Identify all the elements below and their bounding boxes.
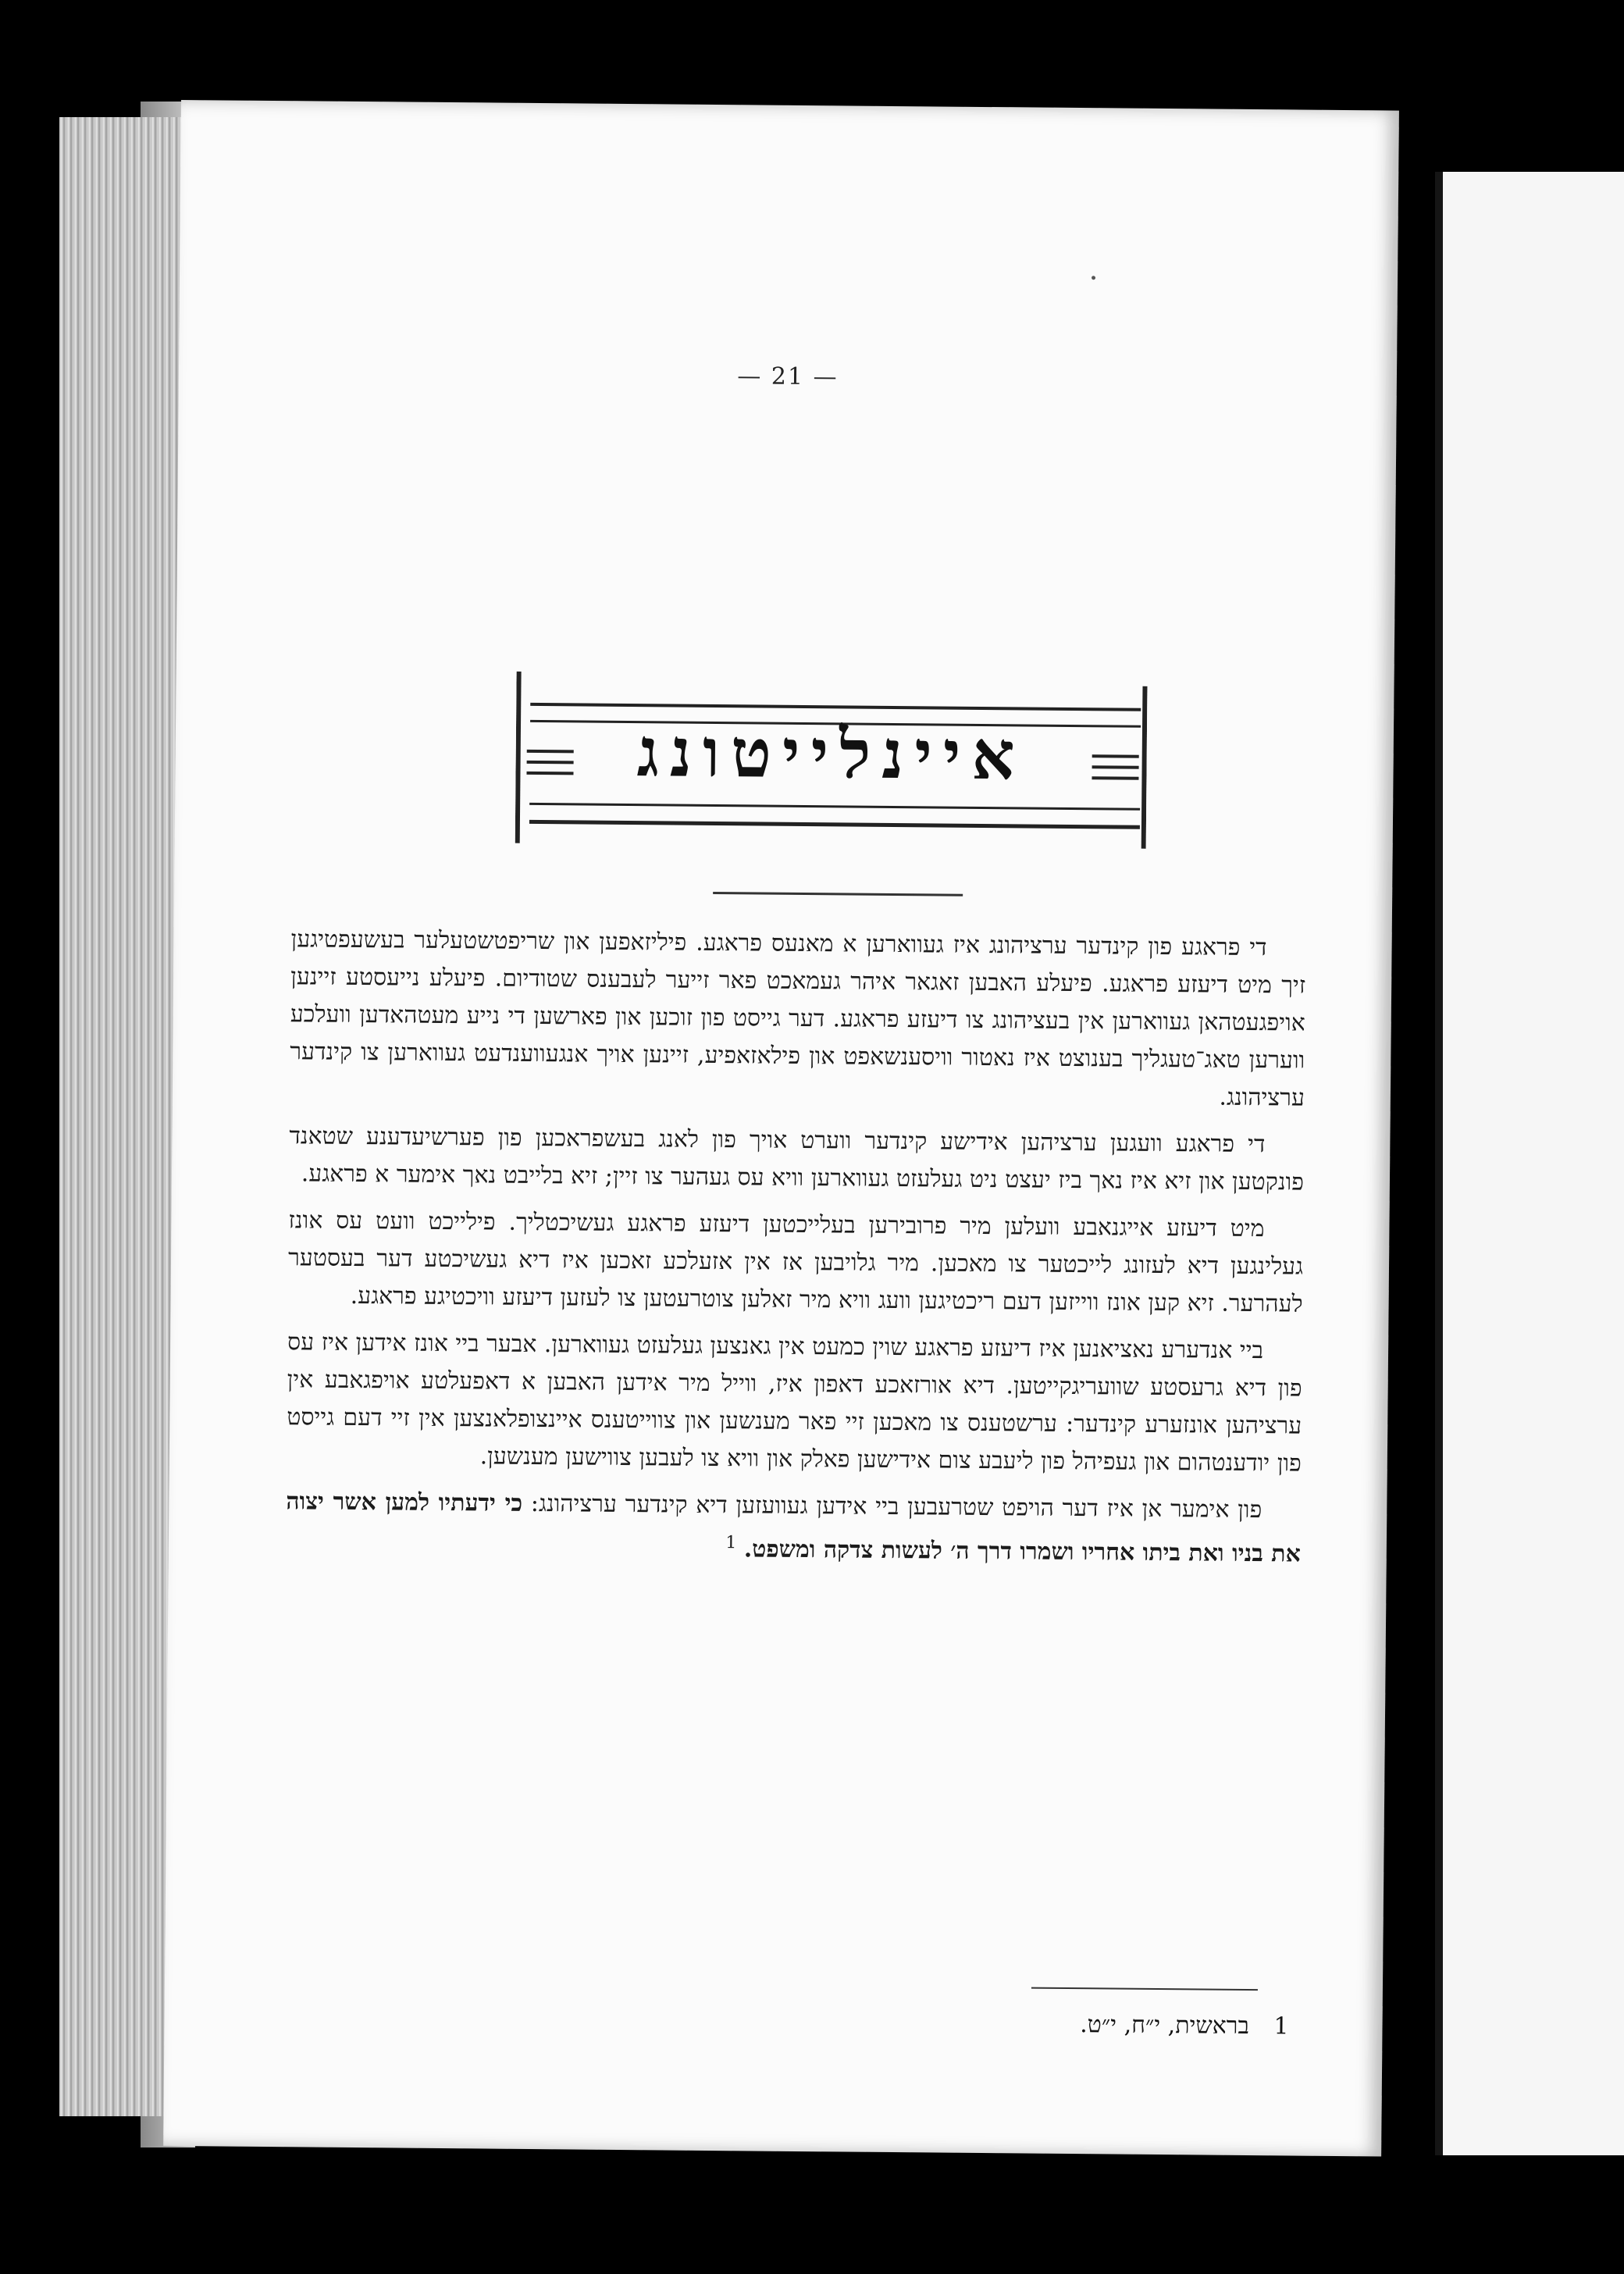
paragraph: [286, 1483, 1302, 1573]
footnote-text: בראשית, י״ח, י״ט.: [1080, 2011, 1250, 2041]
footnote-ref: 1: [725, 1533, 737, 1553]
title-ornament-frame: [515, 672, 1148, 849]
facing-page: [1435, 172, 1624, 2155]
body-text: [286, 921, 1306, 1582]
citation-quote: כי ידעתיו למען אשר יצוה את בניו ואת ביתו אחריו ושמרו דרך ה׳ לעשות צדקה ומשפט.: [286, 1488, 1301, 1568]
footnote: [867, 2009, 1288, 2041]
book-page: [163, 100, 1399, 2157]
footnote-number: 1: [1273, 2012, 1289, 2041]
chapter-title: איינלייטונג: [636, 713, 1027, 796]
page-number: — 21 —: [737, 362, 839, 391]
paragraph: מיט דיעזע אייגנאבע וועלען מיר פרובירען בעלייכטען דיעזע פראגע געשיכטליך. פילייכט וועט עס אונז געלינגען דיא לעזונג לייכטער צו מאכען. מיר גלויבען אז אין אזעלכע זאכען איז דיא געשיכטע דער בעסטער לעהרער. זיא קען אונז ווייזען דעם ריכטיגען וועג וויא מיר זאלען צוטרעטען צו לעזען דיעזע וויכטיגע פראגע.: [287, 1207, 1304, 1318]
paragraph: די פראגע וועגען ערציהען אידישע קינדער ווערט אויך פון לאנג בעשפראכען פון פערשיעדענע שטאנד פונקטען און זיא איז נאך ביז יעצט ניט געלעזט געווארען וויא עס געהער צו זיין; זיא בלייבט נאך אימער א פראגע.: [289, 1122, 1305, 1196]
paragraph: די פראגע פון קינדער ערציהונג איז געווארען א מאנעס פראגע. פיליזאפען און שריפטשטעלער בעשעפטיגען זיך מיט דיעזע פראגע. פיעלע האבען זאגאר איהר געמאכט פאר זייער לעבענס שטודיום. פיעלע נייעסטע זיינען אויפגעטהאן געווארען אין בעציהונג צו דיעזע פראגע. דער גייסט פון זוכען און פארשען די נייע מעטהאדען וועלכע ווערען טאג־טעגליך בענוצט איז נאטור וויסענשאפט און פילאזאפיע, זיינען אויך אנגעווענדעט געווארען צו קינדער ערציהונג.: [290, 925, 1306, 1112]
title-divider: [713, 892, 963, 896]
footnote-divider: [1031, 1987, 1258, 1991]
paragraph: ביי אנדערע נאציאנען איז דיעזע פראגע שוין כמעט אין גאנצען געלעזט געווארען. אבער ביי אונז אידען איז עס פון דיא גרעסטע שוועריגקייטען. דיא אורזאכע דאפון איז, ווייל מיר אידען האבען א דאפעלטע אויפגאבע אין ערציהען אונזערע קינדער: ערשטענס צו מאכען זיי פאר מענשען און צווייטענס איינצופלאנצען אין זיי דעם גייסט פון יודענטהום און געפיהל פון ליעבע צום אידישען פאלק און וויא צו לעבען צווישען מענשען.: [287, 1328, 1302, 1477]
paragraph-text: פון אימער אן איז דער הויפט שטרעבען ביי אידען געוועזען דיא קינדער ערציהונג:: [530, 1489, 1263, 1524]
ink-speck: [1092, 276, 1095, 280]
